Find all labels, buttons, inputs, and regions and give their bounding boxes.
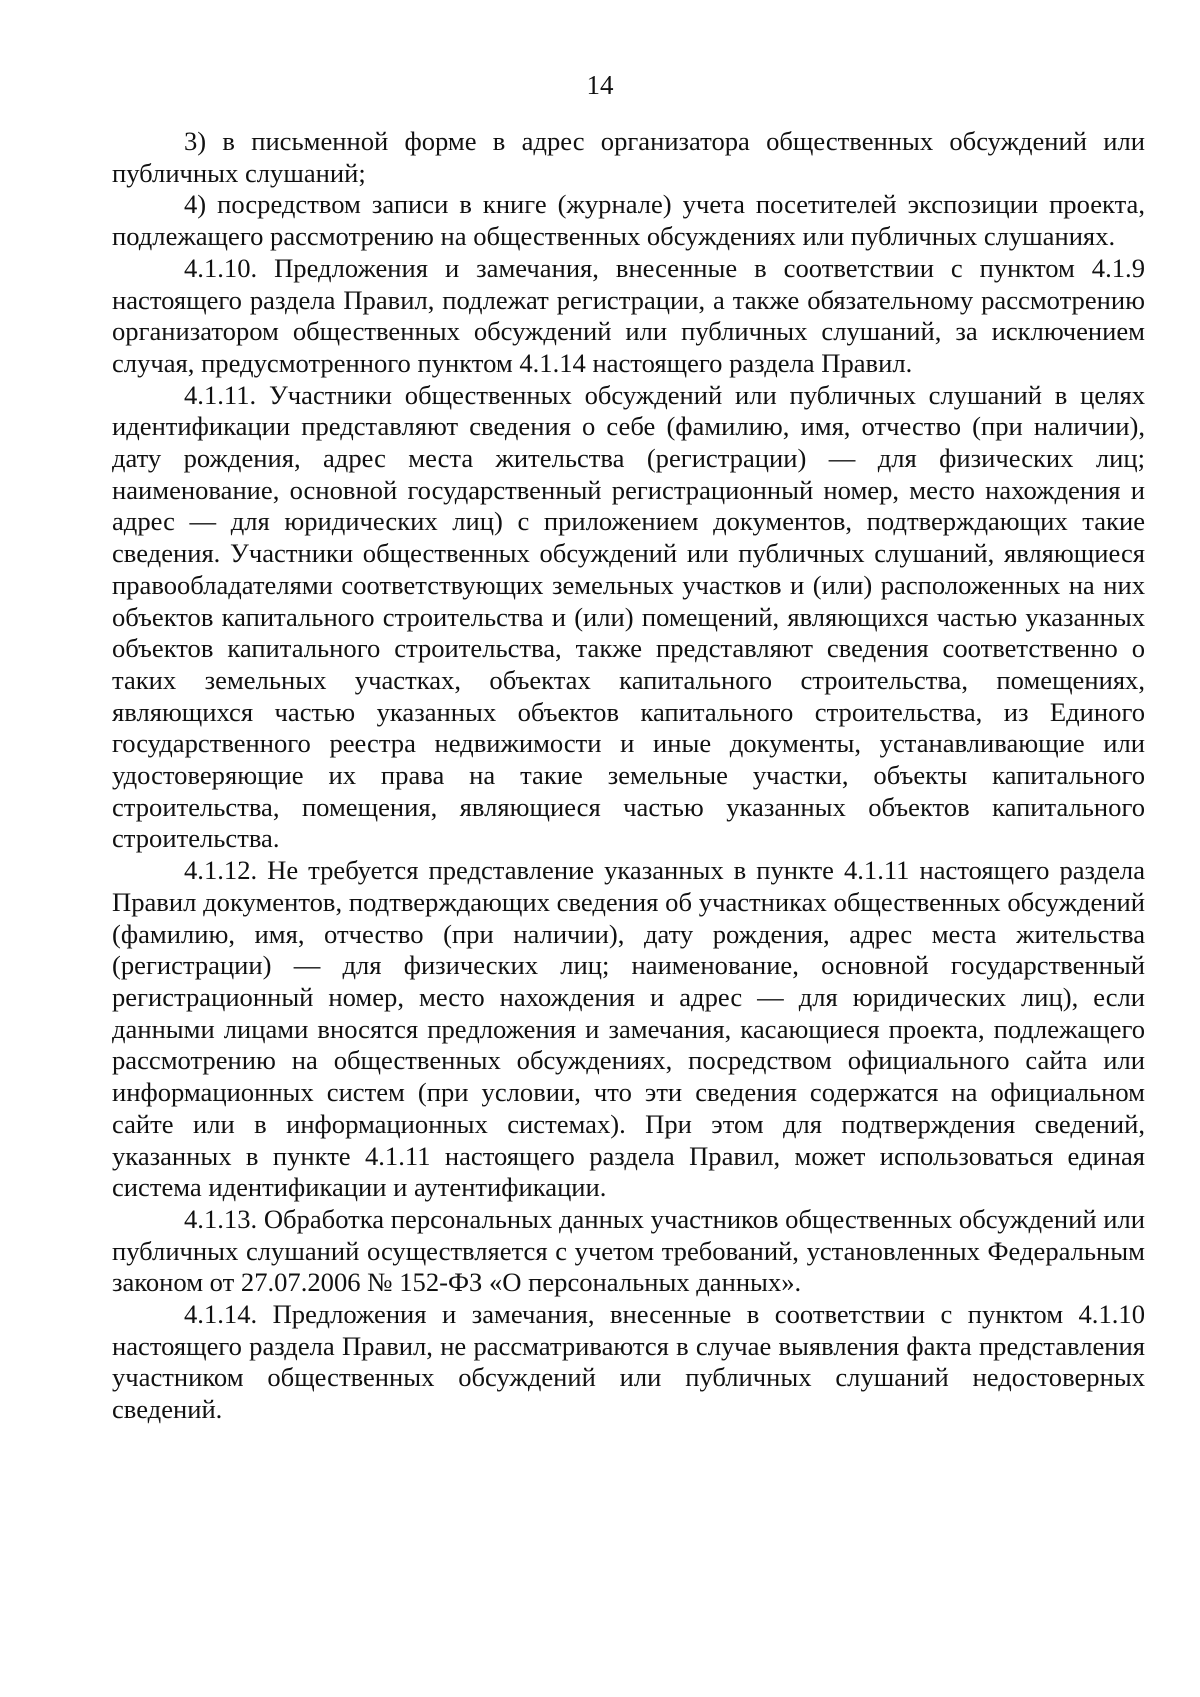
paragraph-4-1-14: 4.1.14. Предложения и замечания, внесенные в соответствии с пунктом 4.1.10 настоящего раздела Правил, не рассматриваются в случае выявления факта представления участником общественных обсуждений или публичных слушаний недостоверных сведений. bbox=[112, 1299, 1145, 1425]
paragraph-item-3: 3) в письменной форме в адрес организатора общественных обсуждений или публичных слушаний; bbox=[112, 126, 1145, 188]
paragraph-item-4: 4) посредством записи в книге (журнале) учета посетителей экспозиции проекта, подлежащего рассмотрению на общественных обсуждениях или публичных слушаниях. bbox=[112, 189, 1145, 252]
paragraph-4-1-10: 4.1.10. Предложения и замечания, внесенные в соответствии с пунктом 4.1.9 настоящего раздела Правил, подлежат регистрации, а также обязательному рассмотрению организатором общественных обсуждений или публичных слушаний, за исключением случая, предусмотренного пунктом 4.1.14 настоящего раздела Правил. bbox=[112, 252, 1145, 378]
paragraph-4-1-12: 4.1.12. Не требуется представление указанных в пункте 4.1.11 настоящего раздела Правил документов, подтверждающих сведения об участниках общественных обсуждений (фамилию, имя, отчество (при наличии), дату рождения, адрес места жительства (регистрации) — для физических лиц; наименование, основной государственный регистрационный номер, место нахождения и адрес — для юридических лиц), если данными лицами вносятся предложения и замечания, касающиеся проекта, подлежащего рассмотрению на общественных обсуждениях, посредством официального сайта или информационных систем (при условии, что эти сведения содержатся на официальном сайте или в информационных системах). При этом для подтверждения сведений, указанных в пункте 4.1.11 настоящего раздела Правил, может использоваться единая система идентификации и аутентификации. bbox=[112, 855, 1145, 1203]
page-number: 14 bbox=[586, 70, 614, 100]
paragraph-4-1-11: 4.1.11. Участники общественных обсуждений или публичных слушаний в целях идентификации представляют сведения о себе (фамилию, имя, отчество (при наличии), дату рождения, адрес места жительства (регистрации) — для физических лиц; наименование, основной государственный регистрационный номер, место нахождения и адрес — для юридических лиц) с приложением документов, подтверждающих такие сведения. Участники общественных обсуждений или публичных слушаний, являющиеся правообладателями соответствующих земельных участков и (или) расположенных на них объектов капитального строительства и (или) помещений, являющихся частью указанных объектов капитального строительства, также представляют сведения соответственно о таких земельных участках, объектах капитального строительства, помещениях, являющихся частью указанных объектов капитального строительства, из Единого государственного реестра недвижимости и иные документы, устанавливающие или удостоверяющие их права на такие земельные участки, объекты капитального строительства, помещения, являющиеся частью указанных объектов капитального строительства. bbox=[112, 379, 1145, 854]
paragraph-4-1-13: 4.1.13. Обработка персональных данных участников общественных обсуждений или публичных слушаний осуществляется с учетом требований, установленных Федеральным законом от 27.07.2006 № 152-ФЗ «О персональных данных». bbox=[112, 1203, 1145, 1298]
document-body bbox=[112, 126, 1145, 1426]
